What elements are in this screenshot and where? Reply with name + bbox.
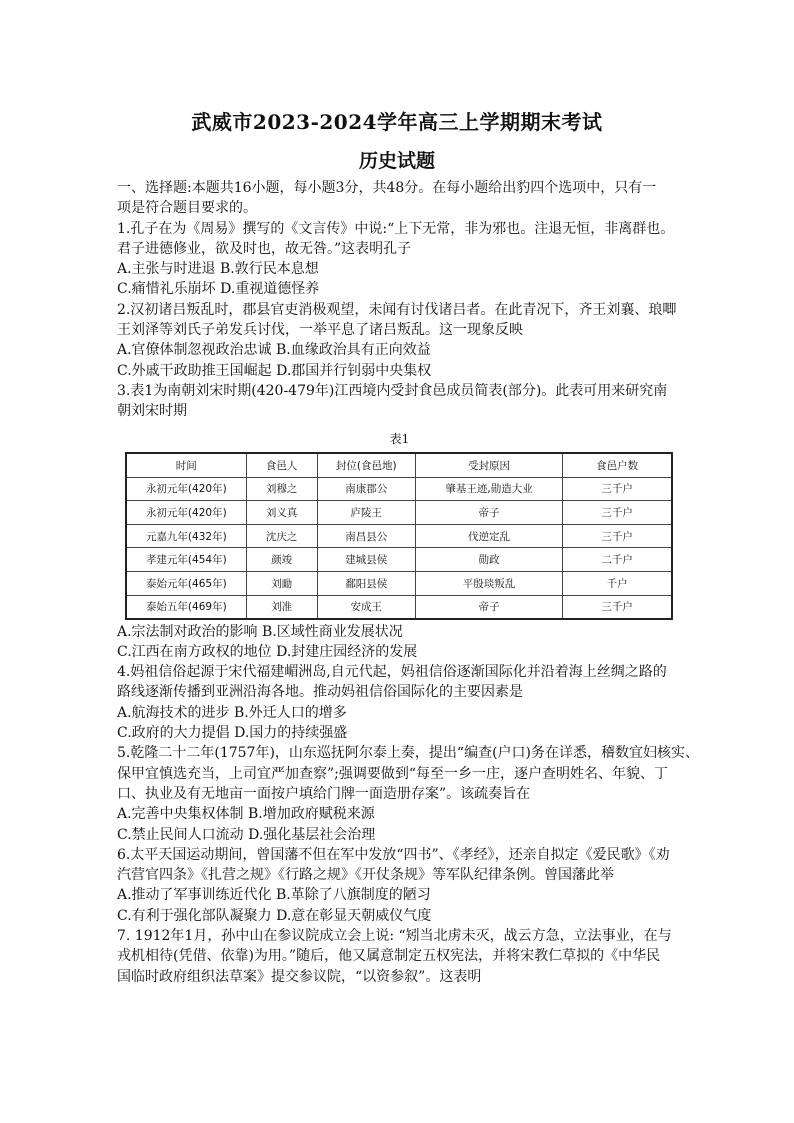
table-cell: 南昌县公	[317, 524, 415, 548]
answer-options: A.宗法制对政治的影响 B.区域性商业发展状况	[117, 623, 403, 640]
fief-table	[125, 452, 673, 621]
table-cell: 安成王	[317, 595, 415, 619]
table-cell: 颜竣	[246, 548, 317, 572]
question-3	[117, 381, 682, 662]
table-row	[126, 548, 672, 572]
table-cell: 泰始五年(469年)	[126, 595, 246, 619]
table-cell: 伐逆定乱	[415, 524, 562, 548]
table-row	[126, 501, 672, 525]
table-cell: 千户	[563, 571, 672, 595]
table-cell: 庐陵王	[317, 501, 415, 525]
table-cell: 帝子	[415, 595, 562, 619]
question-text: 4.妈祖信俗起源于宋代福建嵋洲岛,自元代起，妈祖信俗逐渐国际化并沿着海上丝绸之路的	[117, 664, 667, 681]
table-1-block	[117, 422, 682, 622]
table-cell: 刘勔	[246, 571, 317, 595]
exam-subtitle: 历史试题	[358, 150, 435, 172]
answer-options: A.推动了军事训练近代化 B.革除了八旗制度的陋习	[117, 887, 431, 904]
table-cell: 沈庆之	[246, 524, 317, 548]
answer-options: C.有利于强化部队凝聚力 D.意在彰显天朝威仪气度	[117, 907, 432, 924]
table-cell: 平殷琰叛乱	[415, 571, 562, 595]
answer-options: C.外戚干政助推王国崛起 D.郡国并行钊弱中央集权	[117, 362, 432, 379]
column-header: 食邑户数	[563, 453, 672, 478]
question-text: 君子进德修业，欲及时也，故无咎。”这表明孔子	[117, 240, 412, 257]
table-cell: 三千户	[563, 595, 672, 619]
question-6	[117, 845, 682, 926]
question-1	[117, 219, 682, 300]
table-cell: 刘义真	[246, 501, 317, 525]
answer-options: A.官僚体制忽视政治忠诚 B.血缘政治具有正向效益	[117, 342, 431, 359]
question-text: 5.乾隆二十二年(1757年)，山东巡抚阿尔泰上奏，提出“编查(户口)务在详悉，稽数宜妇核实、	[117, 745, 699, 762]
table-row	[126, 595, 672, 619]
column-header: 食邑人	[246, 453, 317, 478]
table-row	[126, 477, 672, 501]
table-cell: 建城县侯	[317, 548, 415, 572]
answer-options: C.禁止民间人口流动 D.强化基层社会治理	[117, 826, 376, 843]
answer-options: A.主张与时进退 B.敦行民本息想	[117, 261, 319, 278]
section-intro-line: 项是符合题目要求的。	[117, 200, 257, 217]
table-cell: 三千户	[563, 524, 672, 548]
question-text: 汽营官四条》《扎营之规》《行路之规》《开仗条规》等军队纪律条例。曾国藩此举	[117, 867, 614, 884]
table-caption: 表1	[389, 431, 410, 446]
question-text: 王刘泽等刘氏子弟发兵讨伐，一举平息了诸吕叛乱。这一现象反映	[117, 322, 523, 339]
question-text: 口、执业及有无地亩一面按户填给门牌一面造册存案”。该疏奏旨在	[117, 785, 531, 802]
table-cell: 肇基王迹,勋造大业	[415, 477, 562, 501]
table-cell: 刘准	[246, 595, 317, 619]
question-text: 保甲宜慎选充当，上司宜严加查察”;强调要做到“每至一乡一庄，逐户查明姓名、年貌、丁	[117, 765, 669, 782]
answer-options: A.完善中央集权体制 B.增加政府赋税来源	[117, 806, 375, 823]
answer-options: C.政府的大力提倡 D.国力的持续强盛	[117, 725, 348, 742]
table-cell: 永初元年(420年)	[126, 501, 246, 525]
table-cell: 刘穆之	[246, 477, 317, 501]
question-text: 2.汉初诸吕叛乱时，郡县官吏消极观望，未闻有讨伐诸吕者。在此青况下，齐王刘襄、琅唧	[117, 301, 677, 318]
table-cell: 鄱阳县侯	[317, 571, 415, 595]
exam-title: 武威市2023-2024学年高三上学期期末考试	[191, 110, 603, 134]
table-cell: 三千户	[563, 477, 672, 501]
question-text: 6.太平天国运动期间，曾国藩不但在军中发放“四书”、《孝经》，还亲自拟定《爱民歌》《劝	[117, 846, 670, 863]
table-cell: 勋政	[415, 548, 562, 572]
question-text: 3.表1为南朝刘宋时期(420-479年)江西境内受封食邑成员简表(部分)。此表可用来研究南	[117, 382, 668, 399]
section-intro-line: 一、选择题:本题共16小题，每小题3分，共48分。在每小题给出豹四个选项中，只有一	[117, 180, 657, 196]
question-text: 1.孔子在为《周易》撰写的《文言传》中说:“上下无常，非为邪也。注退无恒，非离群也。	[117, 220, 675, 237]
question-text: 朝刘宋时期	[117, 403, 187, 420]
exam-body	[117, 178, 699, 987]
table-cell: 元嘉九年(432年)	[126, 524, 246, 548]
table-cell: 孝建元年(454年)	[126, 548, 246, 572]
answer-options: C.江西在南方政权的地位 D.封建庄园经济的发展	[117, 643, 418, 660]
question-5	[117, 743, 699, 844]
table-cell: 南康郡公	[317, 477, 415, 501]
table-cell: 泰始元年(465年)	[126, 571, 246, 595]
question-7	[117, 926, 682, 987]
table-row	[126, 571, 672, 595]
table-cell: 二千户	[563, 548, 672, 572]
question-text: 戎机相待(凭借、依靠)为用。”随后，他又属意制定五权宪法，并将宋教仁草拟的《中华民	[117, 948, 661, 965]
table-cell: 永初元年(420年)	[126, 477, 246, 501]
table-cell: 帝子	[415, 501, 562, 525]
table-header-row	[126, 453, 672, 478]
table-cell: 三千户	[563, 501, 672, 525]
question-text: 国临时政府组织法草案》提交参议院，“以资参叙”。这表明	[117, 968, 482, 985]
question-2	[117, 300, 682, 381]
question-text: 路线逐渐传播到亚洲沿海各地。推动妈祖信俗国际化的主要因素是	[117, 684, 523, 701]
column-header: 受封原因	[415, 453, 562, 478]
question-text: 7. 1912年1月，孙中山在参议院成立会上说: “矧当北虏未灭，战云方急，立法事业，在与	[117, 928, 672, 945]
table-row	[126, 524, 672, 548]
column-header: 封位(食邑地)	[317, 453, 415, 478]
question-4	[117, 662, 682, 743]
column-header: 时间	[126, 453, 246, 478]
answer-options: C.痛惜礼乐崩坏 D.重视道德怪养	[117, 281, 320, 298]
answer-options: A.航海技术的进步 B.外迁人口的增多	[117, 704, 347, 721]
